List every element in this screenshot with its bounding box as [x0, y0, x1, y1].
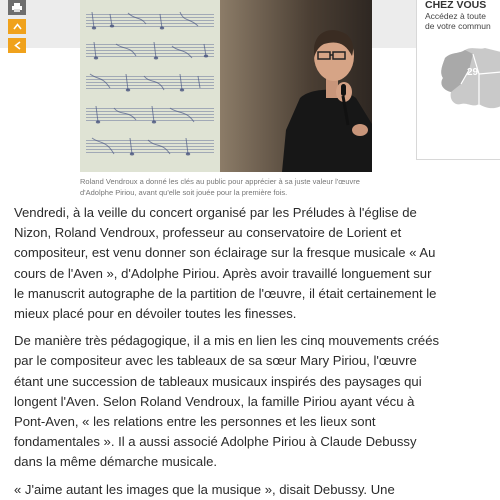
- widget-subtitle-line-2: de votre commun: [425, 21, 491, 31]
- article-body: [14, 203, 440, 500]
- article-paragraph: « J'aime autant les images que la musique », disait Debussy. Une: [14, 481, 395, 497]
- widget-subtitle-line-1: Accédez à toute: [425, 11, 486, 21]
- department-number: 29: [467, 67, 479, 78]
- widget-title: CHEZ VOUS: [425, 0, 487, 11]
- brittany-map-icon[interactable]: [439, 44, 500, 116]
- article-paragraph: Vendredi, à la veille du concert organisé par les Préludes à l'église de Nizon, Roland Vendroux, professeur au conservatoire de Lorient et compositeur, est venu donner son éclairage sur la fresque musicale « Au cours de l'Aven », d'Adolphe Piriou. Après avoir travaillé longuement sur le manuscrit autographe de la partition de l'œuvre, il était certainement le mieux placé pour en dévoiler toutes les finesses.: [14, 205, 437, 322]
- projected-score: [80, 0, 220, 172]
- printer-icon[interactable]: [8, 0, 26, 15]
- article-paragraph: De manière très pédagogique, il a mis en lien les cinq mouvements créés par le compositeur avec les tableaux de sa sœur Mary Piriou, l'œuvre étant une succession de tableaux musicaux inspirés des paysages qui longent l'Aven. Selon Roland Vendroux, la famille Piriou ayant vécu à Pont-Aven, « les relations entre les personnes et les lieux sont fondamentales ». Il a aussi associé Adolphe Piriou à Claude Debussy dans la même démarche musicale.: [14, 333, 440, 470]
- font-size-decrease-icon[interactable]: [8, 38, 26, 53]
- speaker-figure: [220, 0, 372, 172]
- widget-subtitle: [425, 11, 491, 31]
- article-tools: [8, 0, 26, 57]
- photo-caption: Roland Vendroux a donné les clés au public pour apprécier à sa juste valeur l'œuvre d'Adolphe Piriou, avant qu'elle soit jouée pour la première fois.: [80, 177, 360, 197]
- font-size-increase-icon[interactable]: [8, 19, 26, 34]
- article-photo: [80, 0, 372, 172]
- chez-vous-widget[interactable]: [416, 0, 500, 160]
